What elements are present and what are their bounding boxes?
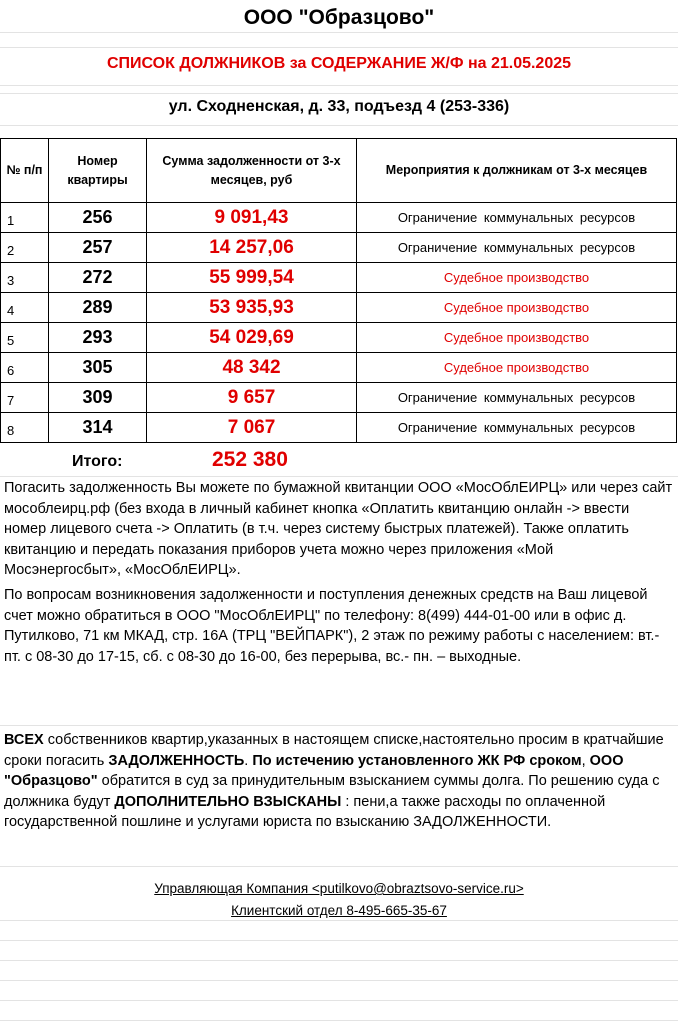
address: ул. Сходненская, д. 33, подъезд 4 (253-336) [168, 98, 510, 115]
column-header-apartment: Номер квартиры [49, 139, 147, 203]
total-row [0, 446, 678, 476]
debtor-action: Ограничение коммунальных ресурсов [357, 233, 677, 263]
apartment-number: 314 [49, 413, 147, 443]
total-value: 252 380 [212, 448, 288, 471]
apartment-number: 257 [49, 233, 147, 263]
contact-info: По вопросам возникновения задолженности и поступления денежных средств на Ваш лицевой счет можно обратиться в ООО "МосОблЕИРЦ" по телефону: 8(499) 444-01-00 или в офис д. Путилково, 71 км МКАД, стр. 16А (ТРЦ "ВЕЙПАРК"), 2 этаж по режиму работы с населением: вт.-пт. с 08-30 до 17-15, сб. с 08-30 до 16-00, без перерыва, вс.- пн. – выходные. [4, 587, 660, 665]
apartment-number: 309 [49, 383, 147, 413]
table-row [1, 263, 677, 293]
warning-part: ООО "Образцово" [4, 752, 624, 789]
debt-amount: 54 029,69 [147, 323, 357, 353]
warning-part: По истечению установленного ЖК РФ сроком [252, 752, 582, 769]
debt-amount: 9 657 [147, 383, 357, 413]
company-name: ООО "Образцово" [243, 6, 435, 29]
column-header-num: № п/п [1, 139, 49, 203]
row-number: 2 [1, 233, 49, 263]
debtor-action: Судебное производство [357, 353, 677, 383]
apartment-number: 305 [49, 353, 147, 383]
warning-part: . [244, 752, 253, 769]
debtor-action: Ограничение коммунальных ресурсов [357, 203, 677, 233]
column-header-action: Мероприятия к должникам от 3-х месяцев [357, 139, 677, 203]
debtors-table [0, 138, 677, 443]
row-number: 4 [1, 293, 49, 323]
warning-part: обратится в суд за принудительным взысканием суммы долга. По решению суда с должника будут [4, 773, 660, 810]
row-number: 8 [1, 413, 49, 443]
apartment-number: 289 [49, 293, 147, 323]
debt-amount: 9 091,43 [147, 203, 357, 233]
row-number: 6 [1, 353, 49, 383]
table-row [1, 413, 677, 443]
apartment-number: 256 [49, 203, 147, 233]
debtor-action: Судебное производство [357, 293, 677, 323]
debt-amount: 48 342 [147, 353, 357, 383]
apartment-number: 293 [49, 323, 147, 353]
debt-amount: 55 999,54 [147, 263, 357, 293]
warning-part: ЗАДОЛЖЕННОСТЬ [108, 752, 245, 769]
table-row [1, 293, 677, 323]
warning-part: , [581, 752, 590, 769]
list-title: СПИСОК ДОЛЖНИКОВ за СОДЕРЖАНИЕ Ж/Ф на 21.05.2025 [106, 55, 572, 72]
warning-notice [4, 730, 674, 833]
row-number: 7 [1, 383, 49, 413]
debt-amount: 14 257,06 [147, 233, 357, 263]
column-header-debt: Сумма задолженности от 3-х месяцев, руб [147, 139, 357, 203]
row-number: 3 [1, 263, 49, 293]
table-row [1, 353, 677, 383]
warning-part: ДОПОЛНИТЕЛЬНО ВЗЫСКАНЫ [114, 793, 342, 810]
warning-part: : пени,а также расходы по оплаченной государственной пошлине и услугами юриста по взысканию ЗАДОЛЖЕННОСТИ. [4, 793, 606, 830]
debtor-action: Судебное производство [357, 323, 677, 353]
total-label: Итого: [72, 453, 123, 470]
table-row [1, 203, 677, 233]
table-row [1, 383, 677, 413]
debtor-action: Судебное производство [357, 263, 677, 293]
payment-instructions: Погасить задолженность Вы можете по бумажной квитанции ООО «МосОблЕИРЦ» или через сайт мособлеирц.рф (без входа в личный кабинет кнопка «Оплатить квитанцию онлайн -> ввести номер лицевого счета -> Оплатить (в т.ч. через систему быстрых платежей). Также оплатить квитанцию и передать показания приборов учета можно через приложения «Мой Мосэнергосбыт», «МосОблЕИРЦ». [4, 480, 673, 578]
debt-amount: 53 935,93 [147, 293, 357, 323]
table-header-row [1, 139, 677, 203]
apartment-number: 272 [49, 263, 147, 293]
warning-part: собственников квартир,указанных в настоящем списке,настоятельно просим в кратчайшие сроки погасить [4, 732, 664, 769]
row-number: 5 [1, 323, 49, 353]
row-number: 1 [1, 203, 49, 233]
table-row [1, 323, 677, 353]
debtor-action: Ограничение коммунальных ресурсов [357, 383, 677, 413]
warning-part: ВСЕХ [4, 732, 44, 748]
debt-amount: 7 067 [147, 413, 357, 443]
footer-client-dept[interactable]: Клиентский отдел 8-495-665-35-67 [231, 903, 447, 918]
table-row [1, 233, 677, 263]
footer-company-email[interactable]: Управляющая Компания <putilkovo@obraztsovo-service.ru> [154, 881, 524, 896]
debtor-action: Ограничение коммунальных ресурсов [357, 413, 677, 443]
